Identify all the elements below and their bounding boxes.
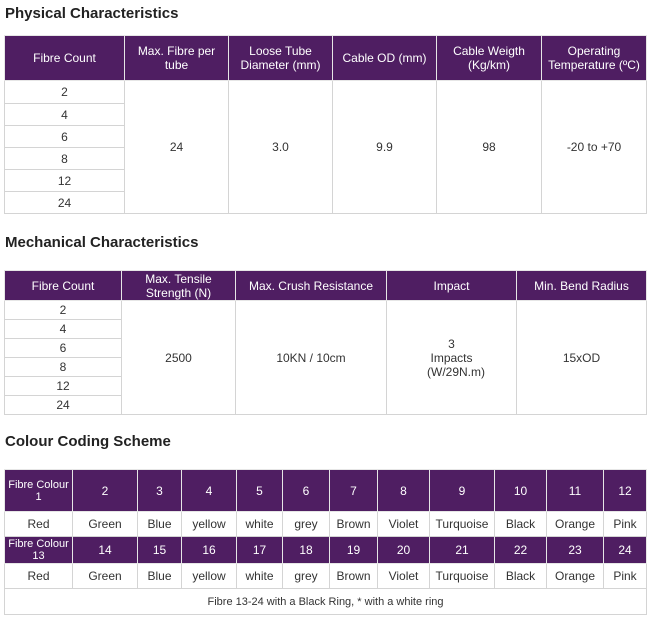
fibre-count-cell: 8 (5, 148, 125, 170)
colour-note: Fibre 13-24 with a Black Ring, * with a white ring (5, 589, 647, 615)
mechanical-title: Mechanical Characteristics (5, 234, 199, 251)
colour-table (4, 469, 647, 615)
colour-name-cell: Orange (547, 564, 604, 589)
colour-name-cell: Turquoise (430, 512, 495, 537)
header-tensile-strength: Max. Tensile Strength (N) (122, 271, 236, 301)
physical-title: Physical Characteristics (5, 5, 179, 22)
operating-temperature-value: -20 to +70 (542, 81, 647, 214)
colour-name-cell: white (237, 512, 283, 537)
fibre-count-cell: 4 (5, 320, 122, 339)
fibre-number-cell: 7 (330, 470, 378, 512)
fibre-count-cell: 12 (5, 377, 122, 396)
colour-name-cell: Orange (547, 512, 604, 537)
max-fibre-per-tube-value: 24 (125, 81, 229, 214)
colour-name-cell: Black (495, 512, 547, 537)
fibre-number-cell: 12 (604, 470, 647, 512)
colour-name-cell: Red (5, 512, 73, 537)
fibre-count-cell: 4 (5, 104, 125, 126)
colour-name-cell: Green (73, 564, 138, 589)
colour-name-cell: Pink (604, 564, 647, 589)
header-cable-od: Cable OD (mm) (333, 36, 437, 81)
header-bend-radius: Min. Bend Radius (517, 271, 647, 301)
fibre-number-cell: 11 (547, 470, 604, 512)
colour-name-cell: yellow (182, 564, 237, 589)
colour-title: Colour Coding Scheme (5, 433, 171, 450)
cable-od-value: 9.9 (333, 81, 437, 214)
mechanical-table (4, 270, 647, 415)
fibre-number-cell: 6 (283, 470, 330, 512)
colour-name-cell: yellow (182, 512, 237, 537)
header-max-fibre-per-tube: Max. Fibre per tube (125, 36, 229, 81)
header-fibre-count: Fibre Count (5, 271, 122, 301)
fibre-count-cell: 2 (5, 301, 122, 320)
colour-name-cell: white (237, 564, 283, 589)
colour-name-cell: grey (283, 564, 330, 589)
fibre-number-cell: 21 (430, 537, 495, 564)
colour-name-cell: Blue (138, 564, 182, 589)
header-operating-temperature: Operating Temperature (ºC) (542, 36, 647, 81)
fibre-count-cell: 12 (5, 170, 125, 192)
colour-name-cell: Violet (378, 512, 430, 537)
fibre-number-cell: 16 (182, 537, 237, 564)
colour-name-cell: Black (495, 564, 547, 589)
fibre-count-cell: 6 (5, 339, 122, 358)
fibre-number-cell: 10 (495, 470, 547, 512)
colour-name-cell: Pink (604, 512, 647, 537)
fibre-number-cell: 22 (495, 537, 547, 564)
colour-name-cell: grey (283, 512, 330, 537)
colour-name-cell: Blue (138, 512, 182, 537)
fibre-number-cell: 4 (182, 470, 237, 512)
fibre-number-cell: 5 (237, 470, 283, 512)
fibre-number-cell: 17 (237, 537, 283, 564)
fibre-colour-1-label: Fibre Colour 1 (5, 470, 73, 512)
loose-tube-diameter-value: 3.0 (229, 81, 333, 214)
header-loose-tube-diameter: Loose Tube Diameter (mm) (229, 36, 333, 81)
fibre-number-cell: 20 (378, 537, 430, 564)
colour-name-cell: Brown (330, 564, 378, 589)
bend-radius-value: 15xOD (517, 301, 647, 415)
fibre-number-cell: 3 (138, 470, 182, 512)
colour-name-cell: Red (5, 564, 73, 589)
fibre-count-cell: 6 (5, 126, 125, 148)
fibre-number-cell: 24 (604, 537, 647, 564)
fibre-number-cell: 8 (378, 470, 430, 512)
fibre-number-cell: 18 (283, 537, 330, 564)
header-crush-resistance: Max. Crush Resistance (236, 271, 387, 301)
fibre-count-cell: 8 (5, 358, 122, 377)
fibre-colour-13-label: Fibre Colour 13 (5, 537, 73, 564)
colour-name-cell: Green (73, 512, 138, 537)
colour-name-cell: Violet (378, 564, 430, 589)
colour-name-cell: Turquoise (430, 564, 495, 589)
colour-name-cell: Brown (330, 512, 378, 537)
fibre-number-cell: 14 (73, 537, 138, 564)
fibre-count-cell: 24 (5, 192, 125, 214)
header-cable-weight: Cable Weigth (Kg/km) (437, 36, 542, 81)
fibre-count-cell: 2 (5, 81, 125, 104)
fibre-number-cell: 15 (138, 537, 182, 564)
cable-weight-value: 98 (437, 81, 542, 214)
fibre-number-cell: 2 (73, 470, 138, 512)
header-impact: Impact (387, 271, 517, 301)
fibre-number-cell: 23 (547, 537, 604, 564)
fibre-number-cell: 9 (430, 470, 495, 512)
fibre-count-cell: 24 (5, 396, 122, 415)
header-fibre-count: Fibre Count (5, 36, 125, 81)
tensile-strength-value: 2500 (122, 301, 236, 415)
fibre-number-cell: 19 (330, 537, 378, 564)
impact-value: 3 Impacts (W/29N.m) (387, 301, 517, 415)
physical-table (4, 35, 647, 214)
crush-resistance-value: 10KN / 10cm (236, 301, 387, 415)
